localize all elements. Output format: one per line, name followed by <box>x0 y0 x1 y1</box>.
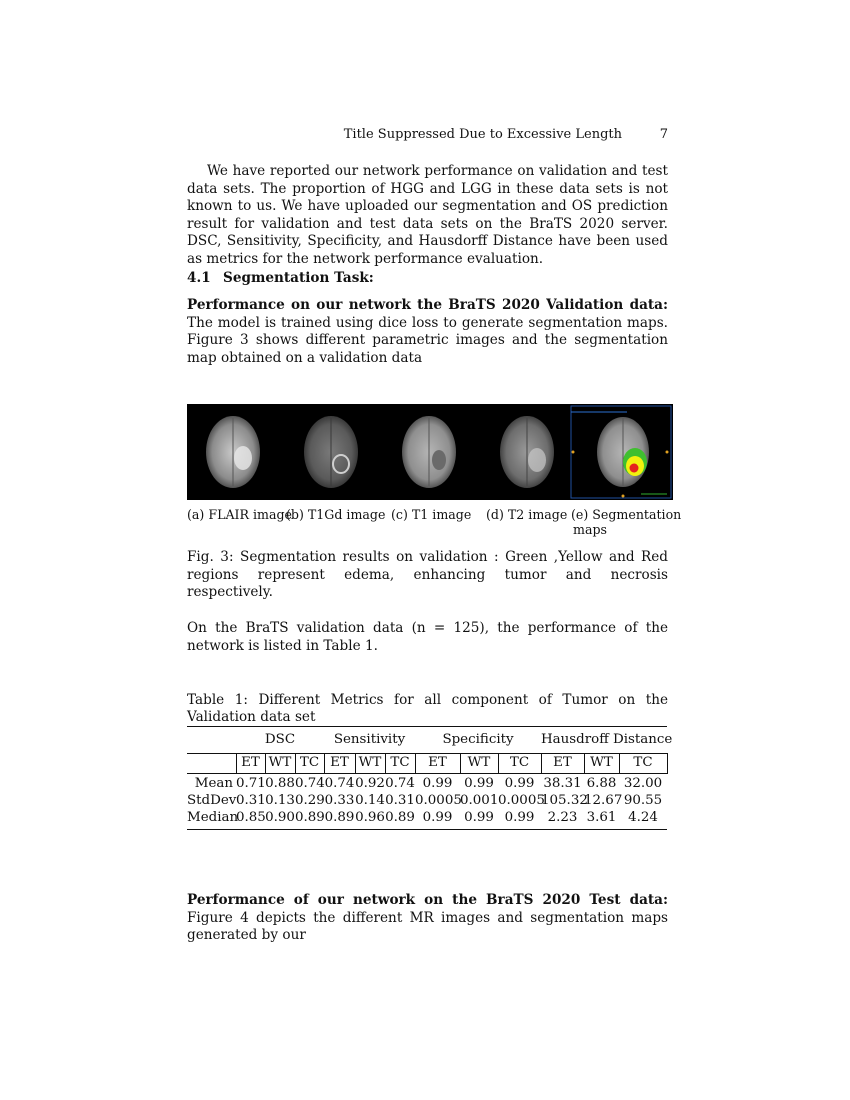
table-cell: 0.29 <box>295 793 325 808</box>
group-header-hausdorff: Hausdroff Distance <box>541 732 673 747</box>
validation-paragraph <box>187 297 668 367</box>
group-header-dsc: DSC <box>264 732 296 747</box>
table-cell: 0.0005 <box>415 793 462 808</box>
table-cell: 0.96 <box>355 810 385 825</box>
table-bottom-rule <box>187 829 667 830</box>
table-cell: 38.31 <box>543 776 582 791</box>
subheader-cell: TC <box>633 755 653 770</box>
group-header-sensitivity: Sensitivity <box>333 732 406 747</box>
table-cell: 90.55 <box>623 793 663 808</box>
subheader-top-rule <box>187 753 667 754</box>
row-label: Mean <box>194 776 233 791</box>
table-cell: 0.99 <box>464 776 494 791</box>
test-paragraph <box>187 892 668 945</box>
t1-brain-image <box>402 416 456 488</box>
subheader-divider <box>667 753 668 774</box>
test-text: Figure 4 depicts the different MR images and segmentation maps generated by our <box>187 909 668 944</box>
test-lead: Performance of our network on the BraTS 2020 Test data: <box>187 892 668 908</box>
validation-summary: On the BraTS validation data (n = 125), the performance of the network is listed in Table 1. <box>187 620 668 654</box>
t2-brain-image <box>500 416 554 488</box>
subheader-cell: WT <box>467 755 491 770</box>
table-cell: 0.89 <box>295 810 325 825</box>
subheader-cell: TC <box>390 755 410 770</box>
validation-lead: Performance on our network the BraTS 2020 Validation data: <box>187 297 668 313</box>
table-cell: 0.90 <box>265 810 295 825</box>
validation-text: The model is trained using dice loss to generate segmentation maps. Figure 3 shows different parametric images and the segmentation map obtained on a validation data <box>187 314 668 366</box>
subheader-cell: WT <box>358 755 382 770</box>
figure-caption: Fig. 3: Segmentation results on validation : Green ,Yellow and Red regions represent edema, enhancing tumor and necrosis respectively. <box>187 549 668 601</box>
table-cell: 0.74 <box>324 776 355 791</box>
table-cell: 105.32 <box>541 793 588 808</box>
section-number: 4.1 <box>187 270 211 286</box>
table-cell: 0.0005 <box>498 793 545 808</box>
subheader-cell: WT <box>268 755 292 770</box>
table-cell: 0.89 <box>324 810 355 825</box>
table-cell: 0.99 <box>422 810 453 825</box>
table-cell: 0.31 <box>236 793 266 808</box>
running-title: Title Suppressed Due to Excessive Length <box>343 127 622 142</box>
section-title: Segmentation Task: <box>223 270 374 286</box>
page-number: 7 <box>659 127 668 142</box>
subheader-cell: TC <box>299 755 320 770</box>
table-cell: 4.24 <box>628 810 658 825</box>
subcaption-t1: (c) T1 image <box>391 507 472 522</box>
intro-paragraph: We have reported our network performance on validation and test data sets. The proportion of HGG and LGG in these data sets is not known to us. We have uploaded our segmentation and OS prediction result for validation and test data sets on the BraTS 2020 server. DSC, Sensitivity, Specificity, and Hausdorff Distance have been used as metrics for the network performance evaluation. <box>187 163 668 267</box>
table-cell: 6.88 <box>586 776 617 791</box>
subheader-cell: ET <box>553 755 572 770</box>
table-cell: 0.92 <box>355 776 385 791</box>
table-cell: 0.99 <box>464 810 494 825</box>
segmentation-map-image <box>571 406 671 498</box>
table-cell: 0.74 <box>385 776 415 791</box>
subheader-bottom-rule <box>187 773 667 774</box>
subcaption-segmentation: (e) Segmentation <box>571 507 682 522</box>
section-heading <box>187 270 374 286</box>
table-cell: 0.13 <box>265 793 295 808</box>
table-cell: 0.31 <box>385 793 415 808</box>
table-cell: 0.85 <box>236 810 266 825</box>
table-cell: 0.88 <box>265 776 295 791</box>
table-cell: 0.33 <box>324 793 355 808</box>
table-cell: 0.99 <box>504 810 535 825</box>
table-cell: 0.99 <box>504 776 535 791</box>
table-cell: 32.00 <box>623 776 663 791</box>
t1gd-brain-image <box>304 416 358 488</box>
group-header-specificity: Specificity <box>442 732 514 747</box>
mr-image-strip <box>187 404 673 500</box>
table-cell: 3.61 <box>586 810 617 825</box>
subheader-cell: ET <box>330 755 349 770</box>
table-caption: Table 1: Different Metrics for all component of Tumor on the Validation data set <box>187 692 668 725</box>
table-cell: 0.74 <box>295 776 325 791</box>
row-label: Median <box>187 810 239 825</box>
table-cell: 2.23 <box>547 810 578 825</box>
table-cell: 12.67 <box>584 793 623 808</box>
table-cell: 0.14 <box>355 793 385 808</box>
table-cell: 0.99 <box>422 776 453 791</box>
subheader-cell: WT <box>590 755 613 770</box>
subheader-cell: ET <box>428 755 447 770</box>
row-label: StdDev <box>187 793 237 808</box>
figure-3-images <box>187 404 673 500</box>
table-cell: 0.001 <box>460 793 499 808</box>
subcaption-segmentation-line2: maps <box>573 522 607 537</box>
table-top-rule <box>187 726 667 727</box>
subheader-cell: ET <box>241 755 260 770</box>
subcaption-t1gd: (b) T1Gd image <box>286 507 386 522</box>
table-cell: 0.71 <box>236 776 266 791</box>
subheader-cell: TC <box>509 755 530 770</box>
subcaption-t2: (d) T2 image <box>486 507 568 522</box>
subcaption-flair: (a) FLAIR image <box>187 507 292 522</box>
flair-brain-image <box>206 416 260 488</box>
table-cell: 0.89 <box>385 810 415 825</box>
